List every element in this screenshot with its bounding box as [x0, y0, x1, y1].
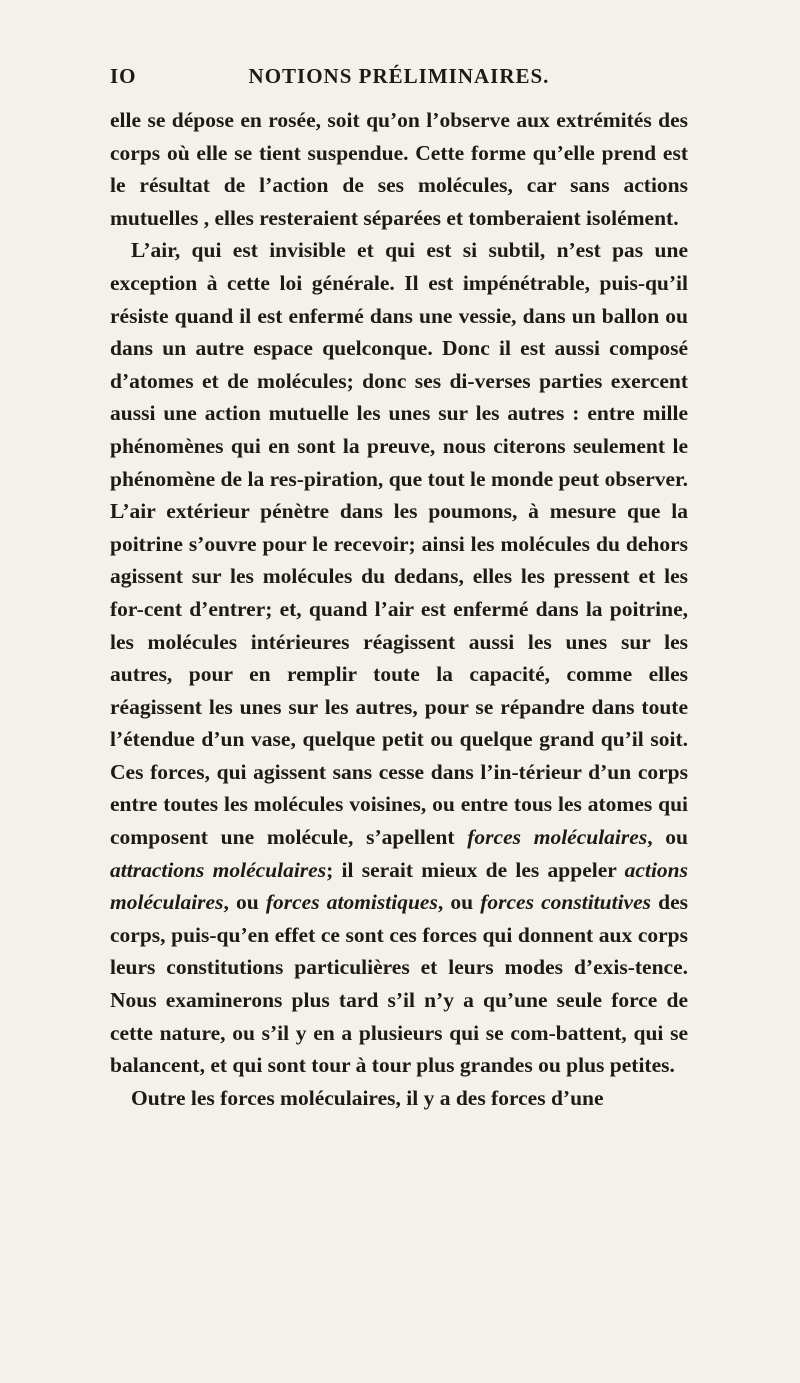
paragraph-2-text-1: L’air, qui est invisible et qui est si subtil, n’est pas une exception à cette loi générale. Il est impénétrable, puis-qu’il résiste quand il est enfermé dans une vessie, dans un ballon ou dans un autre espace quelconque. Donc il est aussi composé d’atomes et de molécules; donc ses di-verses parties exercent aussi une action mutuelle les unes sur les autres : entre mille phénomènes qui en sont la preuve, nous citerons seulement le phénomène de la res-piration, que tout le monde peut observer. L’air extérieur pénètre dans les poumons, à mesure que la poitrine s’ouvre pour le recevoir; ainsi les molécules du dehors agissent sur les molécules du dedans, elles les pressent et les for-cent d’entrer; et, quand l’air est enfermé dans la poitrine, les molécules intérieures réagissent aussi les unes sur les autres, pour en remplir toute la capacité, comme elles réagissent les unes sur les autres, pour se répandre dans toute l’étendue d’un vase, quelque petit ou quelque grand qu’il soit. Ces forces, qui agissent sans cesse dans l’in-térieur d’un corps entre toutes les molécules voisines, ou entre tous les atomes qui composent une molécule, s’apellent: [110, 238, 688, 850]
term-forces-constitutives: forces constitutives: [480, 890, 651, 915]
paragraph-1: elle se dépose en rosée, soit qu’on l’observe aux extrémités des corps où elle se tient suspendue. Cette forme qu’elle prend est le résultat de l’action de ses molécules, car sans actions mutuelles , elles resteraient séparées et tomberaient isolément.: [110, 108, 688, 230]
body-text: [110, 104, 688, 1114]
term-forces-atomistiques: forces atomistiques: [265, 890, 438, 915]
paragraph-3: Outre les forces moléculaires, il y a des forces d’une: [131, 1085, 604, 1110]
paragraph-2: [110, 234, 688, 1081]
paragraph-2-text-3: ; il serait mieux de les appeler: [326, 857, 617, 882]
paragraph-2-text-2: , ou: [647, 825, 688, 850]
paragraph-2-text-6: des corps, puis-qu’en effet ce sont ces forces qui donnent aux corps leurs constitutions particulières et leurs modes d’exis-tence. Nous examinerons plus tard s’il n’y a qu’une seule force de cette nature, ou s’il y en a plusieurs qui se com-battent, qui se balancent, et qui sont tour à tour plus grandes ou plus petites.: [110, 890, 689, 1078]
term-forces-moleculaires: forces moléculaires: [467, 825, 648, 850]
term-attractions-moleculaires: attractions moléculaires: [110, 857, 327, 882]
term-actions-moleculaires: actions moléculaires: [110, 857, 688, 915]
paragraph-2-text-5: , ou: [437, 890, 474, 915]
page-header: [110, 64, 688, 94]
paragraph-2-text-4: , ou: [223, 890, 259, 915]
page-number: IO: [110, 64, 137, 88]
running-title: NOTIONS PRÉLIMINAIRES.: [248, 64, 550, 88]
